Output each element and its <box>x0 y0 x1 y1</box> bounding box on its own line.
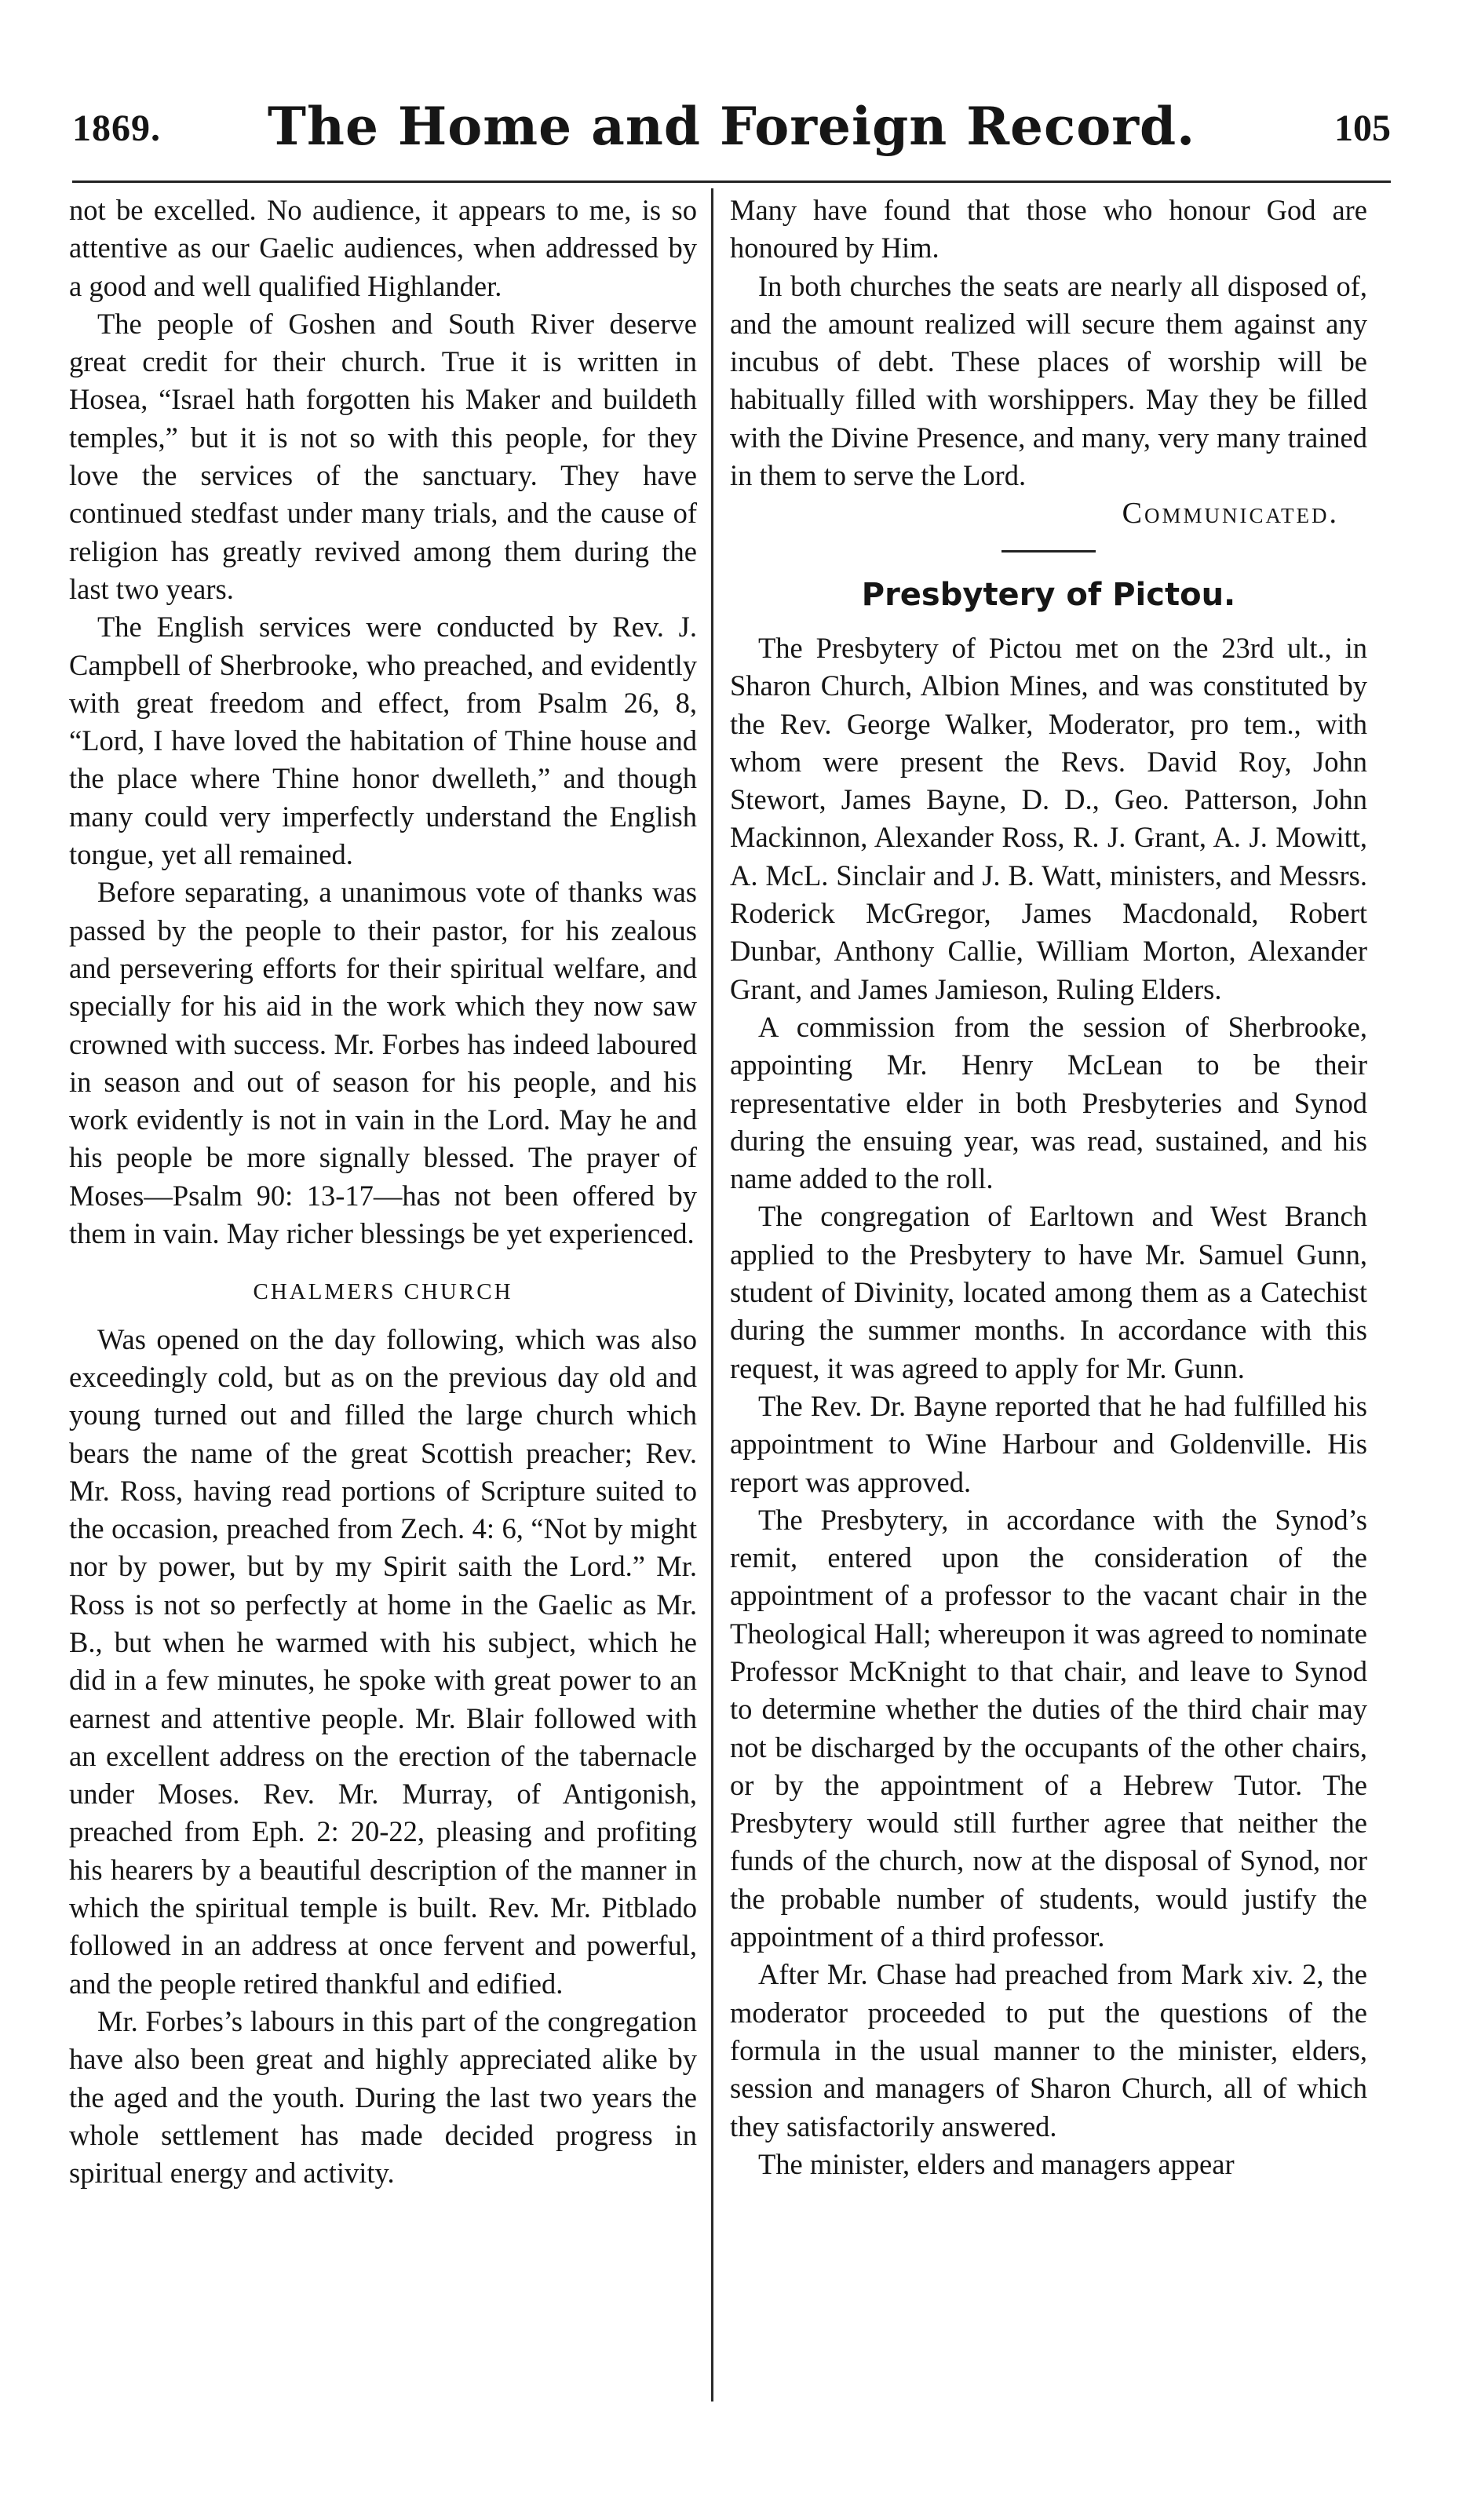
paragraph: The Presbytery of Pictou met on the 23rd ult., in Sharon Church, Albion Mines, and was constituted by the Rev. George Walker, Moderator, pro tem., with whom were present the Revs. David Roy, John Stewort, James Bayne, D. D., Geo. Patterson, John Mackinnon, Alexander Ross, R. J. Grant, A. J. Mowitt, A. McL. Sinclair and J. B. Watt, ministers, and Messrs. Roderick McGregor, James Macdonald, Robert Dunbar, Anthony Callie, William Morton, Alexander Grant, and James Jamieson, Ruling Elders. <box>730 631 1367 1005</box>
section-divider <box>1001 550 1096 553</box>
header-year: 1869. <box>72 108 161 149</box>
signature: Communicated. <box>1122 497 1339 531</box>
paragraph: The English services were conducted by Rev. J. Campbell of Sherbrooke, who preached, and evidently with great freedom and effect, from Psalm 26, 8, “Lord, I have loved the habitation of Thine house and the place where Thine honor dwelleth,” and though many could very imperfectly understand the English tongue, yet all remained. <box>69 611 697 871</box>
paragraph: After Mr. Chase had preached from Mark xiv. 2, the moderator proceeded to put the questions of the formula in the usual manner to the minister, elders, session and managers of Sharon Church, all of which they satisfactorily answered. <box>730 1958 1367 2143</box>
right-column <box>730 191 1367 2183</box>
paragraph: The Presbytery, in accordance with the Synod’s remit, entered upon the consideration of the appointment of a professor to the vacant chair in the Theological Hall; whereupon it was agreed to nominate Professor McKnight to that chair, and leave to Synod to determine whether the duties of the third chair may not be discharged by the occupants of the other chairs, or by the appointment of a Hebrew Tutor. The Presbytery would still further agree that neither the funds of the church, now at the disposal of Synod, nor the probable number of students, would justify the appointment of a third professor. <box>730 1503 1367 1953</box>
paragraph: A commission from the session of Sherbrooke, appointing Mr. Henry McLean to be their representative elder in both Presbyteries and Synod during the ensuing year, was read, sustained, and his name added to the roll. <box>730 1010 1367 1195</box>
paragraph: The Rev. Dr. Bayne reported that he had fulfilled his appointment to Wine Harbour and Goldenville. His report was approved. <box>730 1389 1367 1498</box>
page-number: 105 <box>1334 108 1391 149</box>
left-column <box>69 191 697 2192</box>
page-header <box>72 93 1391 163</box>
column-divider <box>711 188 713 2401</box>
paragraph: Before separating, a unanimous vote of thanks was passed by the people to their pastor, for his zealous and persevering efforts for their spiritual welfare, and specially for his aid in the work which they now saw crowned with success. Mr. Forbes has indeed laboured in season and out of season for his people, and his work evidently is not in vain in the Lord. May he and his people be more signally blessed. The prayer of Moses—Psalm 90: 13-17—has not been offered by them in vain. May richer blessings be yet experienced. <box>69 876 697 1250</box>
paragraph: Was opened on the day following, which was also exceedingly cold, but as on the previous day old and young turned out and filled the large church which bears the name of the great Scottish preacher; Rev. Mr. Ross, having read portions of Scripture suited to the occasion, preached from Zech. 4: 6, “Not by might nor by power, but by my Spirit saith the Lord.” Mr. Ross is not so perfectly at home in the Gaelic as Mr. B., but when he warmed with his subject, which he did in a few minutes, he spoke with great power to an earnest and attentive people. Mr. Blair followed with an excellent address on the erection of the tabernacle under Moses. Rev. Mr. Murray, of Antigonish, preached from Eph. 2: 20-22, pleasing and profiting his hearers by a beautiful description of the manner in which the spiritual temple is built. Rev. Mr. Pitblado followed in an address at once fervent and powerful, and the people retired thankful and edified. <box>69 1322 697 2000</box>
paragraph: The people of Goshen and South River deserve great credit for their church. True it is written in Hosea, “Israel hath forgotten his Maker and buildeth temples,” but it is not so with this people, for they love the services of the sanctuary. They have continued stedfast under many trials, and the cause of religion has greatly revived among them during the last two years. <box>69 307 697 605</box>
paragraph: Mr. Forbes’s labours in this part of the congregation have also been great and highly appreciated alike by the aged and the youth. During the last two years the whole settlement has made decided progress in spiritual energy and activity. <box>69 2004 697 2190</box>
paragraph: not be excelled. No audience, it appears to me, is so attentive as our Gaelic audiences, when addressed by a good and well qualified Highlander. <box>69 194 697 302</box>
paragraph: The minister, elders and managers appear <box>758 2147 1235 2180</box>
paragraph: In both churches the seats are nearly all disposed of, and the amount realized will secure them against any incubus of debt. These places of worship will be habitually filled with worshippers. May they be filled with the Divine Presence, and many, very many trained in them to serve the Lord. <box>730 269 1367 492</box>
paragraph: The congregation of Earltown and West Branch applied to the Presbytery to have Mr. Samuel Gunn, student of Divinity, located among them as a Catechist during the summer months. In accordance with this request, it was agreed to apply for Mr. Gunn. <box>730 1200 1367 1384</box>
section-title: Presbytery of Pictou. <box>861 576 1236 613</box>
paragraph: Many have found that those who honour God are honoured by Him. <box>730 194 1367 264</box>
subheading: CHALMERS CHURCH <box>253 1279 513 1305</box>
header-rule <box>72 181 1391 183</box>
journal-title: The Home and Foreign Record. <box>267 96 1196 157</box>
